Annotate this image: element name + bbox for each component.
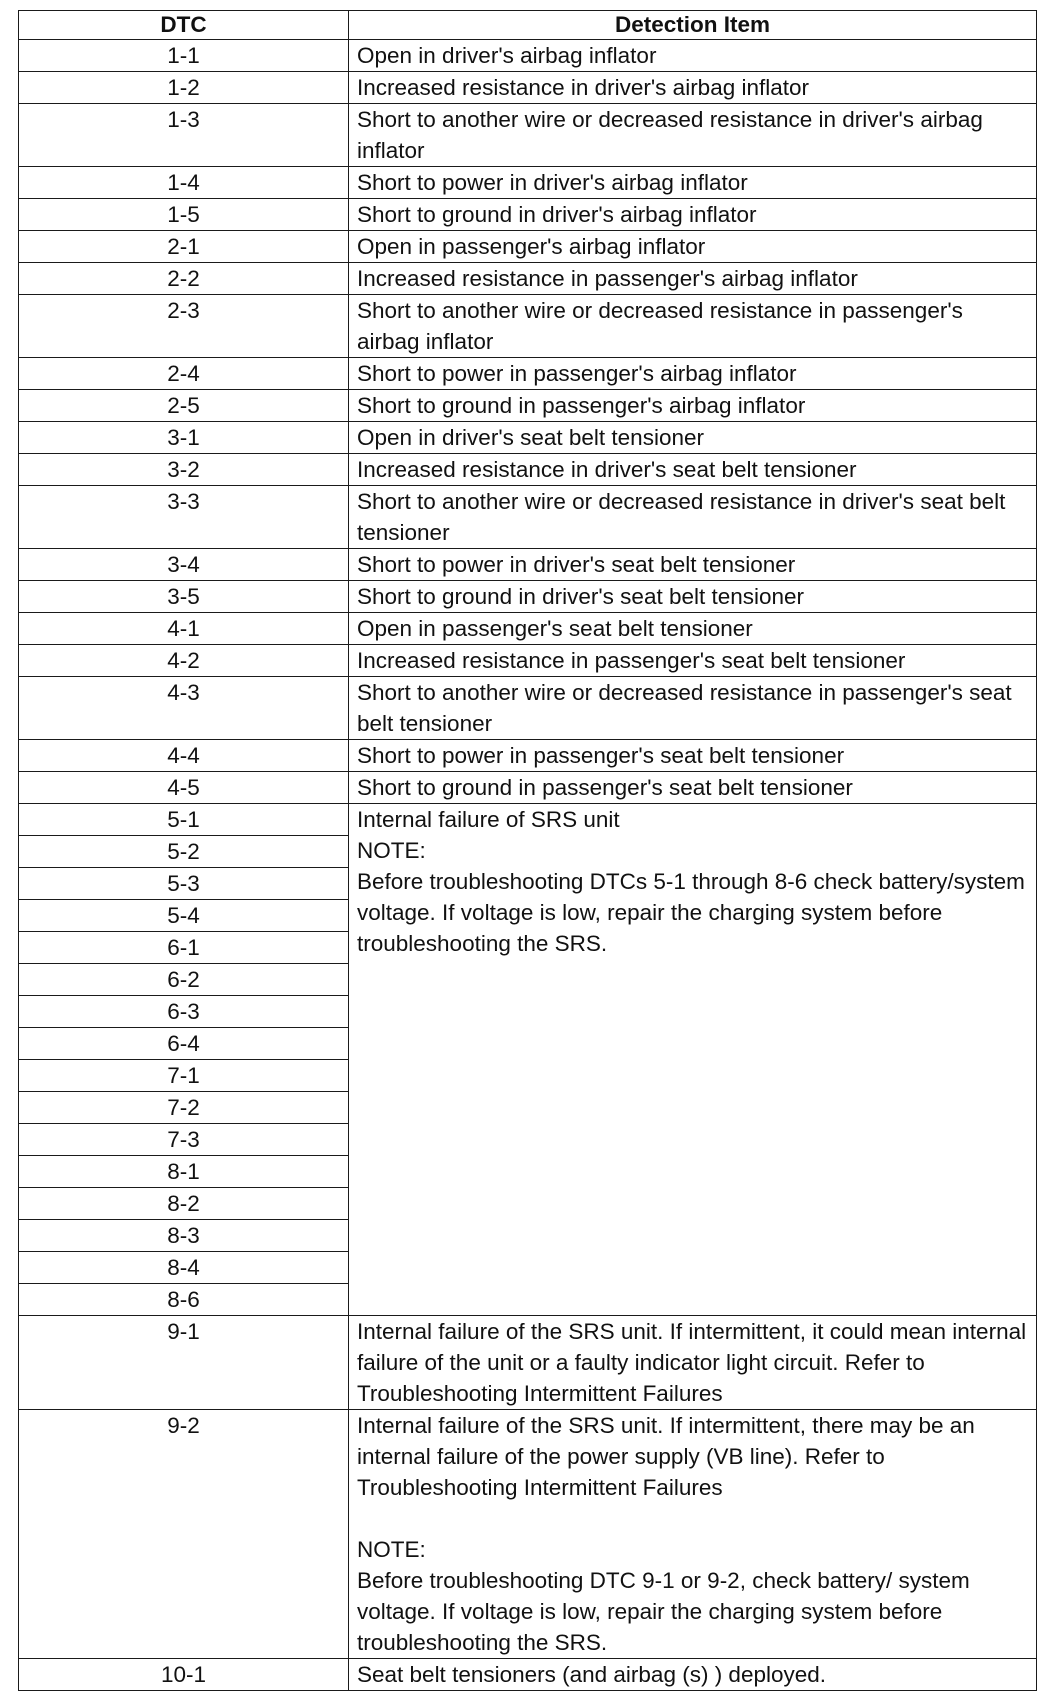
- detection-item-text: Short to power in passenger's airbag inflator: [357, 361, 797, 386]
- table-row: [19, 772, 1037, 804]
- dtc-code-cell: 4-1: [19, 613, 349, 645]
- dtc-code-cell: 3-4: [19, 549, 349, 581]
- dtc-code-cell: 6-4: [19, 1028, 349, 1060]
- detection-item-text: Short to another wire or decreased resistance in passenger's airbag inflator: [357, 298, 963, 354]
- dtc-code-cell: 4-4: [19, 740, 349, 772]
- detection-item-cell: [349, 358, 1037, 390]
- table-row: [19, 1659, 1037, 1691]
- detection-item-cell: [349, 677, 1037, 740]
- detection-item-text: Short to ground in passenger's airbag inflator: [357, 393, 806, 418]
- dtc-code-cell: 8-1: [19, 1156, 349, 1188]
- table-row: [19, 613, 1037, 645]
- detection-item-cell: [349, 740, 1037, 772]
- detection-item-cell: [349, 1410, 1037, 1659]
- detection-item-cell: [349, 199, 1037, 231]
- dtc-code-cell: 9-2: [19, 1410, 349, 1659]
- detection-item-text: Open in passenger's seat belt tensioner: [357, 616, 753, 641]
- dtc-code-cell: 8-6: [19, 1284, 349, 1316]
- dtc-code-cell: 3-5: [19, 581, 349, 613]
- table-row: [19, 549, 1037, 581]
- detection-item-text: Short to power in driver's seat belt tensioner: [357, 552, 796, 577]
- dtc-code-cell: 3-2: [19, 454, 349, 486]
- dtc-code-cell: 2-1: [19, 231, 349, 263]
- table-row: [19, 645, 1037, 677]
- dtc-code-cell: 4-5: [19, 772, 349, 804]
- detection-item-text: Short to ground in driver's airbag inflator: [357, 202, 757, 227]
- table-row: [19, 295, 1037, 358]
- table-row: [19, 486, 1037, 549]
- detection-item-cell: [349, 263, 1037, 295]
- detection-item-text: Internal failure of the SRS unit. If intermittent, there may be an internal failure of the power supply (VB line). Refer to Troubleshooting Intermittent Failures: [357, 1413, 975, 1500]
- dtc-code-cell: 2-4: [19, 358, 349, 390]
- dtc-code-cell: 8-2: [19, 1188, 349, 1220]
- dtc-code-cell: 9-1: [19, 1316, 349, 1410]
- detection-item-text: NOTE:: [357, 1537, 426, 1562]
- table-row: [19, 167, 1037, 199]
- detection-item-text: Internal failure of the SRS unit. If intermittent, it could mean internal failure of the unit or a faulty indicator light circuit. Refer to Troubleshooting Intermittent Failures: [357, 1319, 1027, 1406]
- dtc-code-cell: 7-3: [19, 1124, 349, 1156]
- detection-item-text: [357, 1503, 1028, 1534]
- dtc-code-cell: 8-4: [19, 1252, 349, 1284]
- detection-item-cell: [349, 167, 1037, 199]
- table-row: [19, 104, 1037, 167]
- detection-item-cell: [349, 581, 1037, 613]
- dtc-code-cell: 7-1: [19, 1060, 349, 1092]
- detection-item-cell: [349, 72, 1037, 104]
- dtc-code-cell: 1-2: [19, 72, 349, 104]
- detection-item-cell: [349, 645, 1037, 677]
- detection-item-text: Short to ground in passenger's seat belt tensioner: [357, 775, 853, 800]
- detection-item-text: Before troubleshooting DTC 9-1 or 9-2, check battery/ system voltage. If voltage is low, repair the charging system before troubleshooting the SRS.: [357, 1568, 970, 1655]
- detection-item-text: Internal failure of SRS unit: [357, 807, 620, 832]
- detection-item-text: Increased resistance in passenger's airbag inflator: [357, 266, 858, 291]
- table-row: [19, 390, 1037, 422]
- detection-item-text: Short to power in driver's airbag inflator: [357, 170, 748, 195]
- dtc-code-cell: 5-4: [19, 900, 349, 932]
- table-row: [19, 454, 1037, 486]
- table-header-row: [19, 11, 1037, 40]
- table-row: [19, 263, 1037, 295]
- table-row: [19, 804, 1037, 836]
- dtc-code-cell: 2-2: [19, 263, 349, 295]
- table-row: [19, 1410, 1037, 1659]
- table-row: [19, 40, 1037, 72]
- dtc-code-cell: 7-2: [19, 1092, 349, 1124]
- dtc-code-cell: 3-1: [19, 422, 349, 454]
- dtc-code-cell: 5-1: [19, 804, 349, 836]
- table-row: [19, 581, 1037, 613]
- detection-item-cell: [349, 422, 1037, 454]
- detection-item-text: Before troubleshooting DTCs 5-1 through 8-6 check battery/system voltage. If voltage is low, repair the charging system before troubleshooting the SRS.: [357, 869, 1025, 956]
- dtc-code-cell: 1-3: [19, 104, 349, 167]
- dtc-code-cell: 6-1: [19, 932, 349, 964]
- column-header-detection-item: Detection Item: [349, 11, 1037, 40]
- detection-item-cell: [349, 390, 1037, 422]
- dtc-table: [18, 10, 1037, 1691]
- detection-item-text: Open in driver's seat belt tensioner: [357, 425, 704, 450]
- table-row: [19, 72, 1037, 104]
- detection-item-text: Short to power in passenger's seat belt tensioner: [357, 743, 845, 768]
- detection-item-text: NOTE:: [357, 838, 426, 863]
- detection-item-cell: [349, 549, 1037, 581]
- detection-item-text: Short to another wire or decreased resistance in driver's airbag inflator: [357, 107, 983, 163]
- dtc-code-cell: 1-1: [19, 40, 349, 72]
- detection-item-cell: [349, 454, 1037, 486]
- dtc-code-cell: 2-3: [19, 295, 349, 358]
- detection-item-text: Short to another wire or decreased resistance in passenger's seat belt tensioner: [357, 680, 1012, 736]
- detection-item-cell: [349, 40, 1037, 72]
- detection-item-cell: [349, 104, 1037, 167]
- detection-item-text: Open in driver's airbag inflator: [357, 43, 657, 68]
- dtc-code-cell: 4-3: [19, 677, 349, 740]
- detection-item-cell: [349, 231, 1037, 263]
- detection-item-cell: [349, 613, 1037, 645]
- detection-item-text: Short to another wire or decreased resistance in driver's seat belt tensioner: [357, 489, 1006, 545]
- detection-item-text: Open in passenger's airbag inflator: [357, 234, 706, 259]
- dtc-code-cell: 6-3: [19, 996, 349, 1028]
- detection-item-cell: [349, 1316, 1037, 1410]
- table-row: [19, 422, 1037, 454]
- dtc-code-cell: 2-5: [19, 390, 349, 422]
- detection-item-cell: [349, 772, 1037, 804]
- detection-item-text: Seat belt tensioners (and airbag (s) ) deployed.: [357, 1662, 827, 1687]
- detection-item-cell: [349, 1659, 1037, 1691]
- dtc-code-cell: 6-2: [19, 964, 349, 996]
- column-header-dtc: DTC: [19, 11, 349, 40]
- detection-item-text: Increased resistance in driver's seat belt tensioner: [357, 457, 857, 482]
- detection-item-text: Short to ground in driver's seat belt tensioner: [357, 584, 805, 609]
- table-row: [19, 740, 1037, 772]
- table-row: [19, 1316, 1037, 1410]
- dtc-code-cell: 3-3: [19, 486, 349, 549]
- dtc-code-cell: 5-3: [19, 868, 349, 900]
- table-row: [19, 199, 1037, 231]
- dtc-code-cell: 8-3: [19, 1220, 349, 1252]
- detection-item-text: Increased resistance in driver's airbag inflator: [357, 75, 810, 100]
- dtc-code-cell: 5-2: [19, 836, 349, 868]
- detection-item-text: Increased resistance in passenger's seat belt tensioner: [357, 648, 906, 673]
- table-row: [19, 231, 1037, 263]
- dtc-code-cell: 1-4: [19, 167, 349, 199]
- dtc-code-cell: 4-2: [19, 645, 349, 677]
- detection-item-cell: [349, 804, 1037, 1316]
- table-row: [19, 677, 1037, 740]
- detection-item-cell: [349, 295, 1037, 358]
- dtc-code-cell: 10-1: [19, 1659, 349, 1691]
- detection-item-cell: [349, 486, 1037, 549]
- table-row: [19, 358, 1037, 390]
- table-body: [19, 40, 1037, 1691]
- dtc-table-container: [18, 10, 1036, 1691]
- dtc-code-cell: 1-5: [19, 199, 349, 231]
